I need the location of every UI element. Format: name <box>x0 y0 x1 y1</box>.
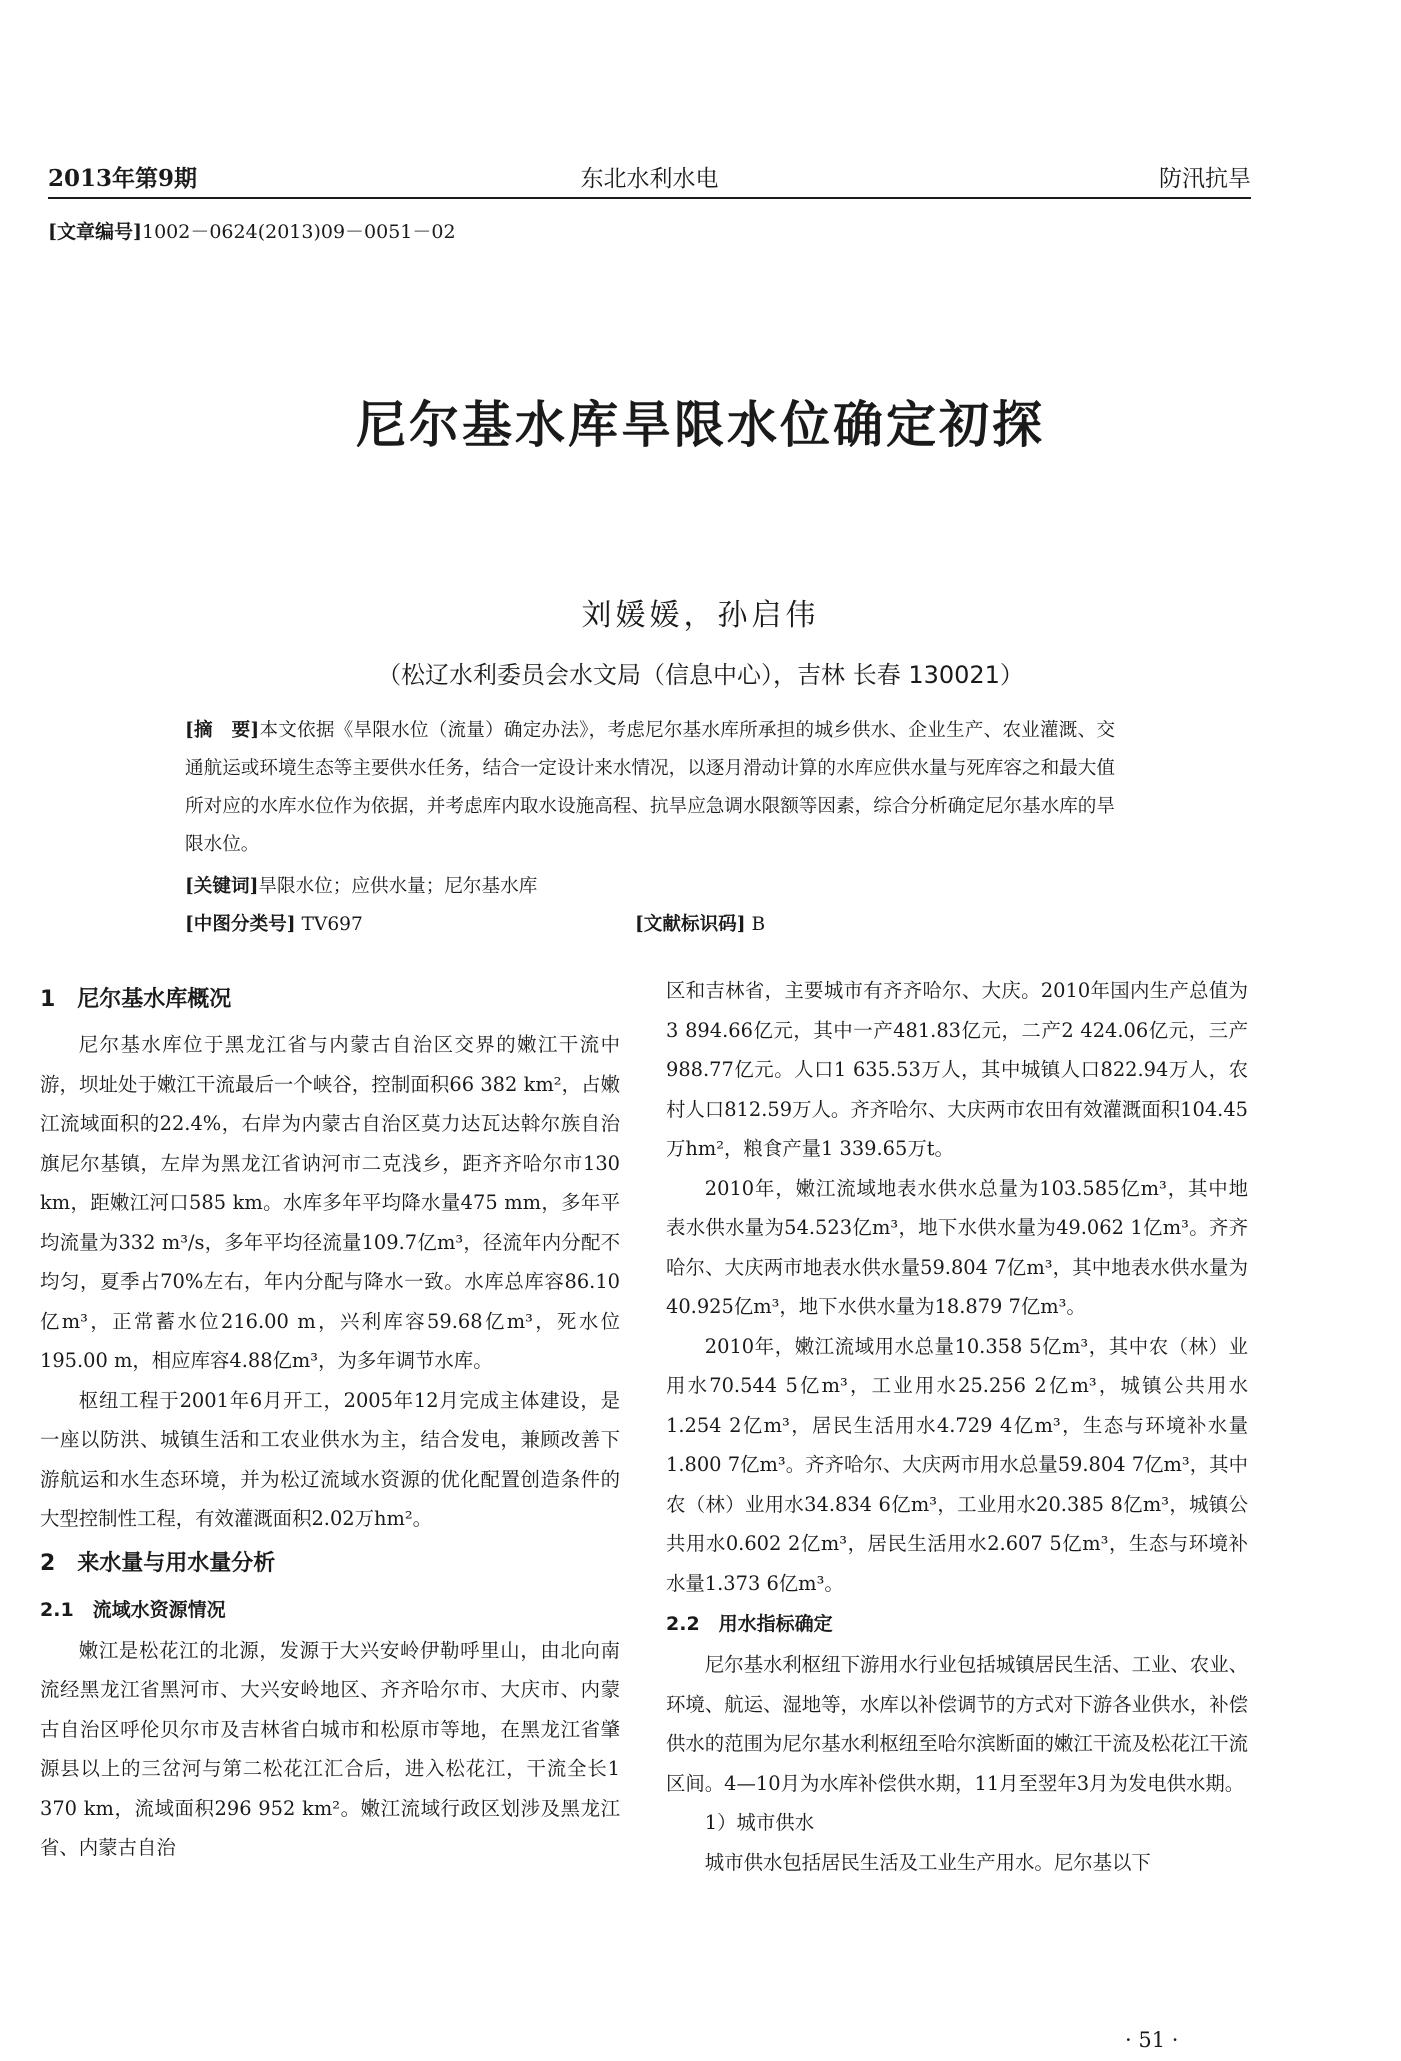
issue-label: 2013年第9期 <box>48 165 198 192</box>
subsection-heading: 2.1 流域水资源情况 <box>40 1598 226 1621</box>
abstract-label: [摘 要] <box>185 720 260 741</box>
keywords-text: 旱限水位；应供水量；尼尔基水库 <box>258 876 538 897</box>
journal-name: 东北水利水电 <box>580 166 719 192</box>
section-name: 防汛抗旱 <box>1159 166 1251 192</box>
right-column <box>666 971 1248 1882</box>
document-code <box>635 906 765 944</box>
paragraph: 城市供水包括居民生活及工业生产用水。尼尔基以下 <box>704 1850 1151 1874</box>
abstract <box>185 712 1115 864</box>
left-column <box>40 975 620 1868</box>
keywords-label: [关键词] <box>185 876 259 897</box>
paragraph: 2010年，嫩江流域地表水供水总量为103.585亿m³，其中地表水供水量为54.523亿m³，地下水供水量为49.062 1亿m³。齐齐哈尔、大庆两市地表水供水量59.804 7亿m³，其中地表水供水量为40.925亿m³，地下水供水量为18.879 7亿m³。 <box>666 1176 1248 1318</box>
affiliation: （松辽水利委员会水文局（信息中心），吉林 长春 130021） <box>377 661 1024 689</box>
subsection-heading: 2.2 用水指标确定 <box>666 1613 833 1635</box>
list-item-heading: 1）城市供水 <box>704 1811 815 1834</box>
paragraph: 尼尔基水库位于黑龙江省与内蒙古自治区交界的嫩江干流中游，坝址处于嫩江干流最后一个峡谷，控制面积66 382 km²，占嫩江流域面积的22.4%，右岸为内蒙古自治区莫力达瓦达斡尔族自治旗尼尔基镇，左岸为黑龙江省讷河市二克浅乡，距齐齐哈尔市130 km，距嫩江河口585 km。水库多年平均降水量475 mm，多年平均流量为332 m³/s，多年平均径流量109.7亿m³，径流年内分配不均匀，夏季占70%左右，年内分配与降水一致。水库总库容86.10亿m³，正常蓄水位216.00 m，兴利库容59.68亿m³，死水位195.00 m，相应库容4.88亿m³，为多年调节水库。 <box>40 1033 620 1372</box>
doc-code-text: B <box>751 914 766 935</box>
paragraph: 2010年，嫩江流域用水总量10.358 5亿m³，其中农（林）业用水70.544 5亿m³，工业用水25.256 2亿m³，城镇公共用水1.254 2亿m³，居民生活用水4.729 4亿m³，生态与环境补水量1.800 7亿m³。齐齐哈尔、大庆两市用水总量59.804 7亿m³，其中农（林）业用水34.834 6亿m³，工业用水20.385 8亿m³，城镇公共用水0.602 2亿m³，居民生活用水2.607 5亿m³，生态与环境补水量1.373 6亿m³。 <box>666 1334 1249 1595</box>
doc-code-label: [文献标识码] <box>635 914 746 935</box>
clc-text: TV697 <box>301 914 363 935</box>
authors: 刘媛媛，孙启伟 <box>581 598 820 633</box>
paragraph: 区和吉林省，主要城市有齐齐哈尔、大庆。2010年国内生产总值为3 894.66亿元，其中一产481.83亿元，二产2 424.06亿元，三产988.77亿元。人口1 635.53万人，其中城镇人口822.94万人，农村人口812.59万人。齐齐哈尔、大庆两市农田有效灌溉面积104.45万hm²，粮食产量1 339.65万t。 <box>666 979 1248 1160</box>
article-number-value: 1002－0624(2013)09－0051－02 <box>141 221 456 243</box>
clc-label: [中图分类号] <box>185 914 296 935</box>
article-number <box>48 217 456 244</box>
section-heading: 1 尼尔基水库概况 <box>40 987 232 1012</box>
abstract-text: 本文依据《旱限水位（流量）确定办法》，考虑尼尔基水库所承担的城乡供水、企业生产、农业灌溉、交通航运或环境生态等主要供水任务，结合一定设计来水情况，以逐月滑动计算的水库应供水量与死库容之和最大值所对应的水库水位作为依据，并考虑库内取水设施高程、抗旱应急调水限额等因素，综合分析确定尼尔基水库的旱限水位。 <box>185 720 1115 855</box>
keywords <box>185 868 1115 906</box>
running-header <box>48 163 1251 199</box>
paper-title: 尼尔基水库旱限水位确定初探 <box>356 395 1045 454</box>
paragraph: 嫩江是松花江的北源，发源于大兴安岭伊勒呼里山，由北向南流经黑龙江省黑河市、大兴安岭地区、齐齐哈尔市、大庆市、内蒙古自治区呼伦贝尔市及吉林省白城市和松原市等地，在黑龙江省肇源县以上的三岔河与第二松花江汇合后，进入松花江，干流全长1 370 km，流域面积296 952 km²。嫩江流域行政区划涉及黑龙江省、内蒙古自治 <box>40 1638 620 1859</box>
paragraph: 枢纽工程于2001年6月开工，2005年12月完成主体建设，是一座以防洪、城镇生活和工农业供水为主，结合发电，兼顾改善下游航运和水生态环境，并为松辽流域水资源的优化配置创造条件的大型控制性工程，有效灌溉面积2.02万hm²。 <box>40 1388 620 1530</box>
paragraph: 尼尔基水利枢纽下游用水行业包括城镇居民生活、工业、农业、环境、航运、湿地等，水库以补偿调节的方式对下游各业供水，补偿供水的范围为尼尔基水利枢纽至哈尔滨断面的嫩江干流及松花江干流区间。4—10月为水库补偿供水期，11月至翌年3月为发电供水期。 <box>666 1653 1248 1795</box>
page-number: · 51 · <box>1125 2028 1179 2052</box>
section-heading: 2 来水量与用水量分析 <box>40 1550 276 1576</box>
article-number-label: [文章编号] <box>48 221 142 243</box>
